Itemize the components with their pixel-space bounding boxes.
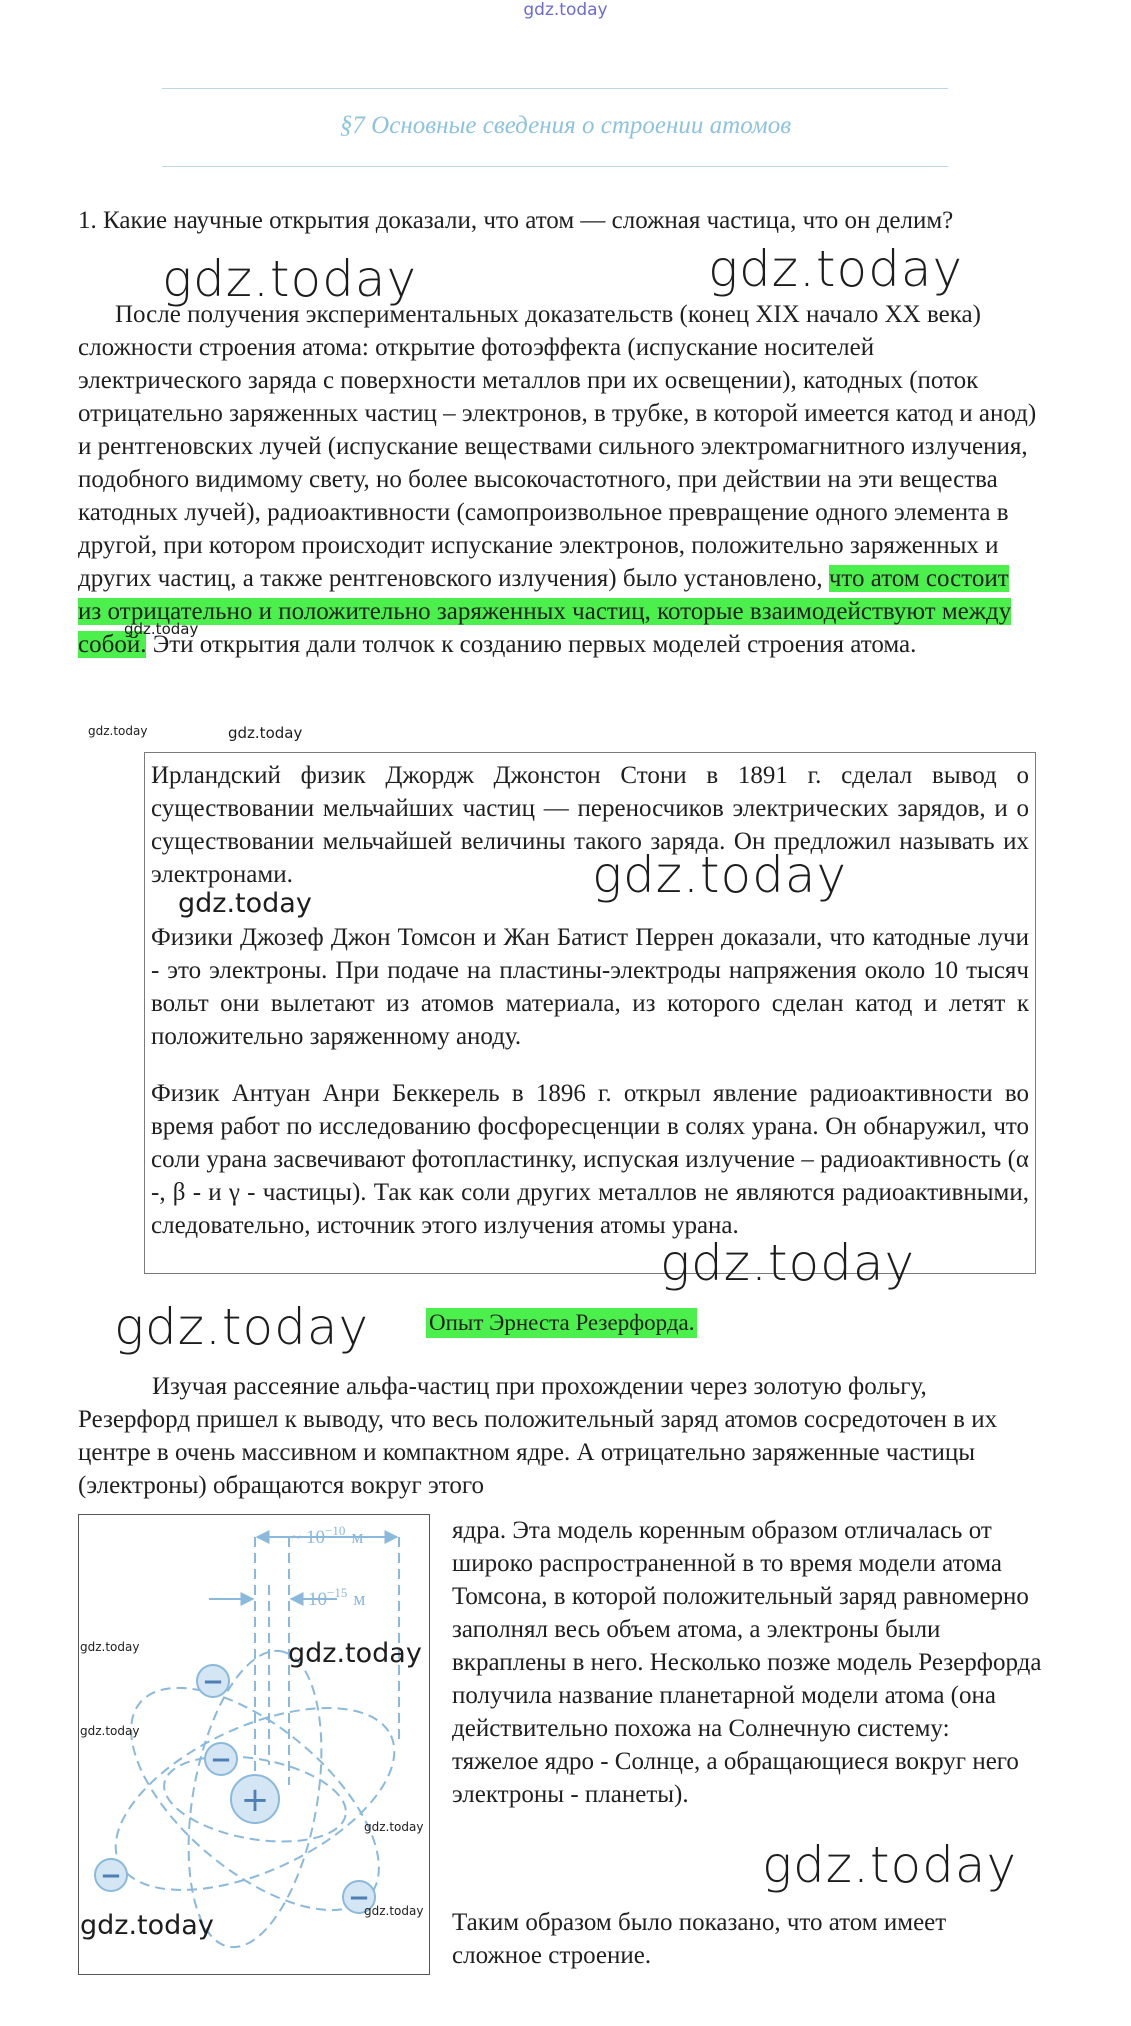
svg-text:~ 10−10м: [291, 1523, 363, 1548]
watermark: gdz.today: [364, 1820, 424, 1834]
atom-size-unit: м: [351, 1527, 364, 1548]
question-text: 1. Какие научные открытия доказали, что атом — сложная частица, что он делим?: [78, 207, 954, 234]
history-box: [144, 752, 1036, 1274]
nucleus-size-exponent: −15: [327, 1585, 348, 1600]
electron-sign-3: −: [100, 1861, 122, 1891]
watermark: gdz.today: [114, 1298, 370, 1356]
watermark: gdz.today: [660, 1234, 916, 1292]
watermark: gdz.today: [88, 724, 148, 738]
electron-1: [197, 1665, 229, 1697]
svg-text:~ 10−15м: [293, 1585, 365, 1610]
stoney-paragraph: Ирландский физик Джордж Джонстон Стони в 1891 г. сделал вывод о существовании мельчайших частиц — переносчиков электрических зарядов, и о существовании мельчайшей величины такого заряда. Он предложил называть их электронами.: [151, 762, 1029, 888]
watermark: gdz.today: [124, 620, 199, 638]
atom-size-exponent: −10: [325, 1523, 346, 1538]
electron-sign-1: −: [202, 1667, 224, 1697]
nucleus-sign: +: [240, 1780, 270, 1820]
answer-text-start: После получения экспериментальных доказательств (конец XIX начало XX века) сложности строения атома: открытие фотоэффекта (испускание носителей электрического заряда с поверхности металлов при их освещении), катодных (поток отрицательно заряженных частиц – электронов, в трубке, в которой имеется катод и анод) и рентгеновских лучей (испускание веществами сильного электромагнитного излучения, подобного видимому свету, но более высокочастотного, при действии на эти вещества катодных лучей), радиоактивности (самопроизвольное превращение одного элемента в другой, при котором происходит испускание электронов, положительно заряженных и других частиц, а также рентгеновского излучения) было установлено,: [78, 301, 1037, 592]
nucleus-size-unit: м: [353, 1589, 366, 1610]
thomson-paragraph: Физики Джозеф Джон Томсон и Жан Батист Перрен доказали, что катодные лучи - это электроны. При подаче на пластины-электроды напряжения около 10 тысяч вольт они вылетают из атомов материала, из которого сделан катод и летят к положительно заряженному аноду.: [151, 924, 1029, 1050]
watermark: gdz.today: [162, 250, 418, 308]
title-rule-bottom: [162, 166, 948, 167]
electron-sign-2: −: [210, 1745, 232, 1775]
watermark: gdz.today: [80, 1724, 140, 1738]
title-rule-top: [162, 88, 948, 89]
site-header-link[interactable]: gdz.today: [523, 0, 608, 20]
watermark: gdz.today: [762, 1836, 1018, 1894]
rutherford-text: Изучая рассеяние альфа-частиц при прохождении через золотую фольгу, Резерфорд пришел к выводу, что весь положительный заряд атомов сосредоточен в их центре в очень массивном и компактном ядре. А отрицательно заряженные частицы (электроны) обращаются вокруг этого: [78, 1373, 998, 1499]
watermark: gdz.today: [288, 1638, 422, 1669]
conclusion-paragraph: Таким образом было показано, что атом имеет сложное строение.: [452, 1909, 947, 1969]
planetary-model-paragraph: ядра. Эта модель коренным образом отличалась от широко распространенной в то время модели атома Томсона, в которой положительный заряд равномерно заполнял весь объем атома, а электроны были вкраплены в него. Несколько позже модель Резерфорда получила название планетарной модели атома (она действительно похожа на Солнечную систему: тяжелое ядро - Солнце, а обращающиеся вокруг него электроны - планеты).: [452, 1517, 1042, 1808]
electron-3: [95, 1859, 127, 1891]
electron-2: [205, 1743, 237, 1775]
section-title: §7 Основные сведения о строении атомов: [339, 112, 792, 139]
watermark: gdz.today: [592, 846, 848, 904]
rutherford-paragraph: [78, 1370, 1038, 1502]
answer-text-end: Эти открытия дали толчок к созданию первых моделей строения атома.: [152, 631, 917, 658]
answer-paragraph: [78, 298, 1038, 661]
watermark: gdz.today: [708, 240, 964, 298]
electron-sign-4: −: [348, 1883, 370, 1913]
watermark: gdz.today: [228, 724, 303, 742]
atom-size-label: ~ 10: [291, 1527, 326, 1548]
watermark: gdz.today: [80, 1910, 214, 1941]
nucleus: [231, 1775, 279, 1823]
highlighted-conclusion: что атом состоит из отрицательно и положительно заряженных частиц, которые взаимодействуют между собой.: [78, 565, 1012, 658]
nucleus-size-label: ~ 10: [293, 1589, 328, 1610]
watermark: gdz.today: [364, 1904, 424, 1918]
rutherford-heading: Опыт Эрнеста Резерфорда.: [426, 1308, 697, 1338]
watermark: gdz.today: [80, 1640, 140, 1654]
becquerel-paragraph: Физик Антуан Анри Беккерель в 1896 г. открыл явление радиоактивности во время работ по исследованию фосфоресценции в солях урана. Он обнаружил, что соли урана засвечивают фотопластинку, испуская излучение – радиоактивность (α -, β - и γ - частицы). Так как соли других металлов не являются радиоактивными, следовательно, источник этого излучения атомы урана.: [151, 1080, 1029, 1239]
watermark: gdz.today: [178, 888, 312, 919]
